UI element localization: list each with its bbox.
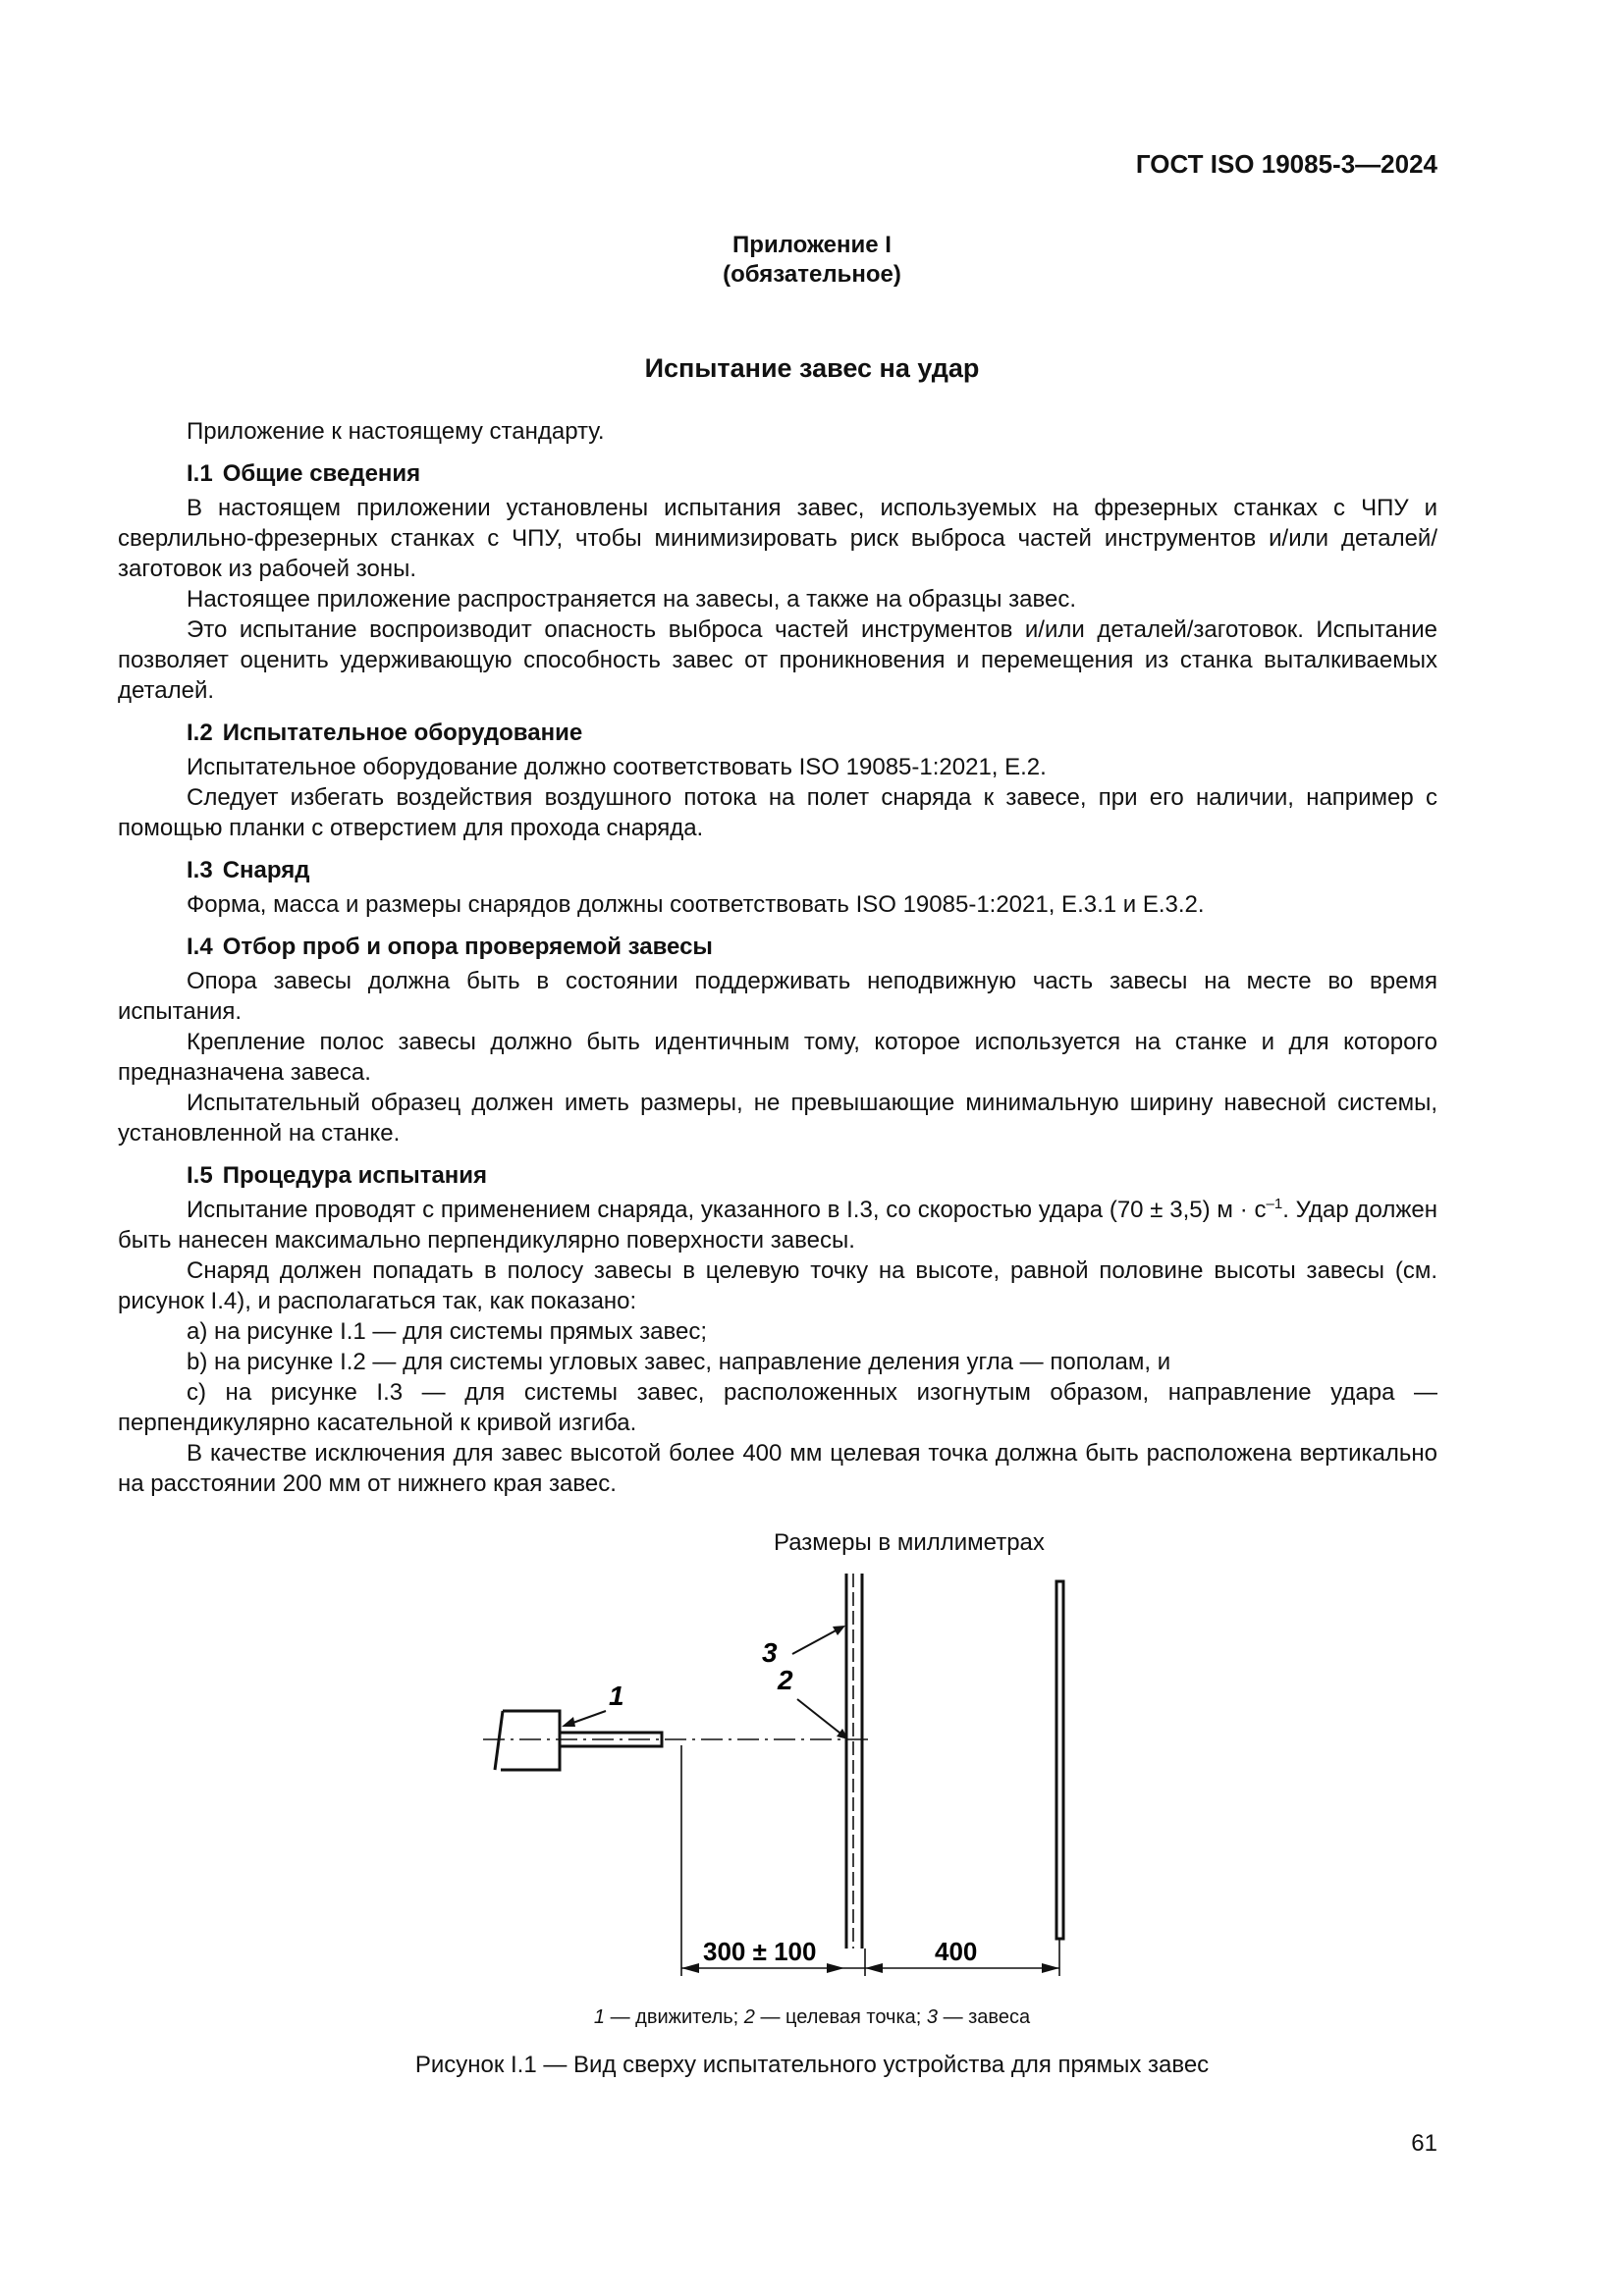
section-heading-i3 <box>187 855 1437 885</box>
section-heading-i5 <box>187 1160 1437 1191</box>
section-heading-i4 <box>187 932 1437 962</box>
section-number: I.4 <box>187 934 213 960</box>
superscript: –1 <box>1266 1196 1283 1212</box>
leader-2 <box>797 1699 844 1736</box>
section-title: Испытательное оборудование <box>222 720 583 746</box>
section-heading-i2 <box>187 718 1437 748</box>
section-number: I.3 <box>187 857 213 883</box>
section-number: I.5 <box>187 1162 213 1189</box>
legend-text: — движитель; <box>605 2006 744 2028</box>
paragraph: Снаряд должен попадать в полосу завесы в целевую точку на высоте, равной половине высоты завесы (см. рисунок I.4), и располагаться так, как показано: <box>118 1257 1437 1314</box>
leader-1-arrow <box>562 1717 575 1727</box>
paragraph: Это испытание воспроизводит опасность выброса частей инструментов и/или деталей/заготовок. Испытание позволяет оценить удерживающую способность завес от проникновения и перемещения из станка выталкиваемых деталей. <box>118 616 1437 704</box>
launcher-body <box>495 1711 560 1770</box>
section-number: I.1 <box>187 460 213 487</box>
text-run: Испытание проводят с применением снаряда, указанного в I.3, со скоростью удара (70 ± 3,5) м · с <box>187 1197 1267 1223</box>
legend-number: 1 <box>593 2006 606 2028</box>
figure-legend <box>0 2006 1624 2029</box>
list-item: c) на рисунке I.3 — для системы завес, расположенных изогнутым образом, направление удара — перпендикулярно касательной к кривой изгиба. <box>118 1379 1437 1436</box>
dimension-300: 300 ± 100 <box>703 1937 817 1966</box>
paragraph: Крепление полос завесы должно быть идентичным тому, которое используется на станке и для которого предназначена завеса. <box>118 1029 1437 1086</box>
legend-number: 3 <box>926 2006 939 2028</box>
paragraph: Опора завесы должна быть в состоянии поддерживать неподвижную часть завесы на месте во время испытания. <box>118 968 1437 1025</box>
figure-caption: Рисунок I.1 — Вид сверху испытательного устройства для прямых завес <box>414 2052 1210 2078</box>
paragraph: Испытательный образец должен иметь размеры, не превышающие минимальную ширину навесной системы, установленной на станке. <box>118 1090 1437 1147</box>
test-setup-figure <box>471 1556 1100 2007</box>
paragraph: В настоящем приложении установлены испытания завес, используемых на фрезерных станках с ЧПУ и сверлильно-фрезерных станках с ЧПУ, чтобы минимизировать риск выброса частей инструментов и/или деталей/заготовок из рабочей зоны. <box>118 495 1437 582</box>
dim-arrow <box>1042 1963 1059 1973</box>
text-run: . Удар должен быть нанесен максимально перпендикулярно поверхности завесы. <box>118 1197 1437 1254</box>
dim-arrow <box>865 1963 883 1973</box>
section-title: Снаряд <box>222 857 310 883</box>
dim-arrow <box>827 1963 844 1973</box>
section-heading-i1 <box>187 458 1437 489</box>
list-item: a) на рисунке I.1 — для системы прямых завес; <box>187 1318 707 1345</box>
paragraph <box>118 1195 1437 1255</box>
legend-text: — целевая точка; <box>754 2006 927 2028</box>
leader-3 <box>792 1629 839 1654</box>
list-item: b) на рисунке I.2 — для системы угловых завес, направление деления угла — пополам, и <box>187 1349 1171 1375</box>
body-text <box>118 416 1437 1499</box>
dim-arrow <box>681 1963 699 1973</box>
paragraph: Настоящее приложение распространяется на завесы, а также на образцы завес. <box>187 586 1077 613</box>
section-title: Отбор проб и опора проверяемой завесы <box>222 934 713 960</box>
legend-number: 2 <box>743 2006 755 2028</box>
section-title: Процедура испытания <box>222 1162 488 1189</box>
label-2: 2 <box>778 1665 793 1695</box>
paragraph: Форма, масса и размеры снарядов должны соответствовать ISO 19085-1:2021, E.3.1 и E.3.2. <box>187 891 1205 918</box>
paragraph: В качестве исключения для завес высотой более 400 мм целевая точка должна быть расположена вертикально на расстоянии 200 мм от нижнего края завес. <box>118 1440 1437 1497</box>
page-number: 61 <box>1411 2130 1437 2157</box>
standard-code: ГОСТ ISO 19085-3—2024 <box>1135 149 1437 179</box>
dimensions-note: Размеры в миллиметрах <box>774 1529 1045 1556</box>
annex-title: Приложение I <box>732 232 892 258</box>
dimension-400: 400 <box>935 1937 978 1966</box>
annex-heading: Испытание завес на удар <box>644 353 980 383</box>
legend-text: — завеса <box>938 2006 1031 2028</box>
section-title: Общие сведения <box>222 460 421 487</box>
label-3: 3 <box>762 1637 778 1668</box>
annex-status: (обязательное) <box>723 261 901 288</box>
intro-paragraph: Приложение к настоящему стандарту. <box>187 418 605 445</box>
rear-wall <box>1056 1581 1063 1939</box>
paragraph: Следует избегать воздействия воздушного потока на полет снаряда к завесе, при его наличии, например с помощью планки с отверстием для прохода снаряда. <box>118 784 1437 841</box>
section-number: I.2 <box>187 720 213 746</box>
label-1: 1 <box>609 1681 624 1711</box>
paragraph: Испытательное оборудование должно соответствовать ISO 19085-1:2021, E.2. <box>187 754 1047 780</box>
